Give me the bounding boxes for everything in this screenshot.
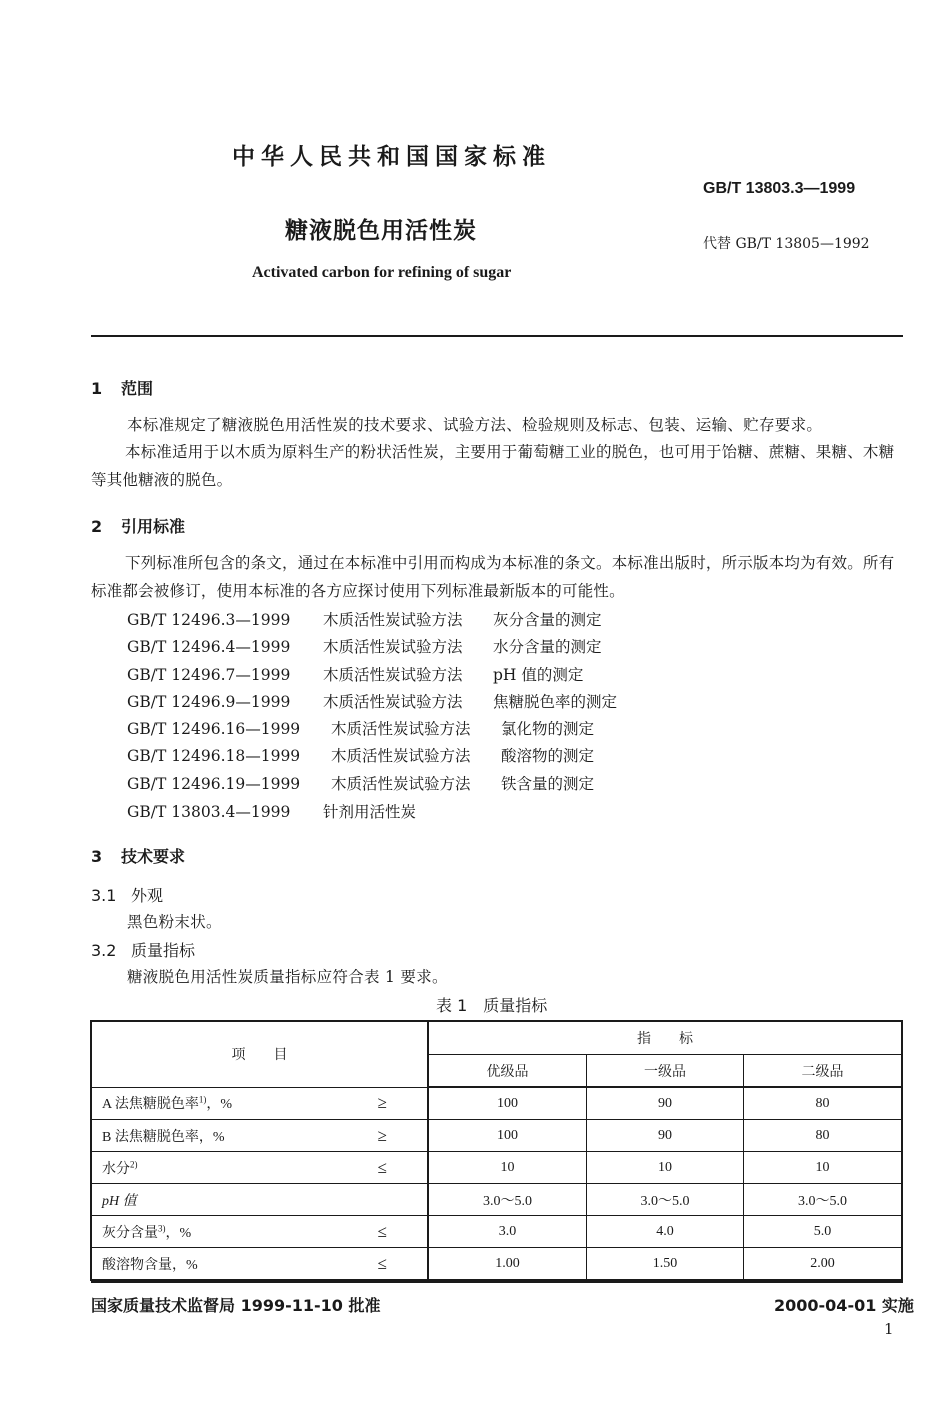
footnote-marker: 3) xyxy=(158,1222,166,1233)
subsection-number: 3.1 xyxy=(91,886,117,905)
item-label: 水分 xyxy=(102,1161,130,1177)
value-cell: 90 xyxy=(587,1087,744,1120)
subsection-3-2-heading xyxy=(91,938,195,961)
item-label: B 法焦糖脱色率 xyxy=(102,1129,199,1145)
replaces-standard: 代替 GB/T 13805—1992 xyxy=(703,236,870,252)
value-cell: 1.00 xyxy=(428,1248,587,1281)
standard-number: GB/T 13803.3—1999 xyxy=(703,180,856,197)
item-column-header: 项 目 xyxy=(91,1021,428,1087)
item-cell xyxy=(91,1087,428,1120)
grade-header: 一级品 xyxy=(587,1055,744,1088)
item-label: 酸溶物含量 xyxy=(102,1257,172,1273)
section-title: 范围 xyxy=(121,379,154,398)
section-title: 引用标准 xyxy=(121,517,186,536)
table-row xyxy=(91,1248,902,1281)
reference-code: GB/T 12496.9—1999 xyxy=(127,693,291,711)
comparison-sign: ≥ xyxy=(377,1093,387,1113)
table-header-row xyxy=(91,1021,902,1055)
value-cell: 4.0 xyxy=(587,1216,744,1248)
paragraph-text: 下列标准所包含的条文，通过在本标准中引用而构成为本标准的条文。本标准出版时，所示版本均为有效。所有标准都会被修订，使用本标准的各方应探讨使用下列标准最新版本的可能性。 xyxy=(91,554,895,600)
reference-title: 木质活性炭试验方法 xyxy=(323,638,463,656)
table-row xyxy=(91,1087,902,1120)
header-divider xyxy=(91,335,903,337)
item-unit: ，% xyxy=(172,1257,198,1273)
reference-code: GB/T 12496.7—1999 xyxy=(127,666,291,684)
table-row xyxy=(91,1184,902,1216)
value-cell: 3.0～5.0 xyxy=(743,1184,902,1216)
reference-topic: 水分含量的测定 xyxy=(493,638,602,656)
table-row xyxy=(91,1120,902,1152)
section-title: 技术要求 xyxy=(121,847,186,866)
reference-code: GB/T 13803.4—1999 xyxy=(127,803,291,821)
value-cell: 1.50 xyxy=(587,1248,744,1281)
value-cell: 10 xyxy=(428,1152,587,1184)
reference-title: 木质活性炭试验方法 xyxy=(323,693,463,711)
reference-topic: 灰分含量的测定 xyxy=(493,611,602,629)
reference-code: GB/T 12496.16—1999 xyxy=(127,720,301,738)
item-unit: ，% xyxy=(198,1129,225,1145)
comparison-sign: ≤ xyxy=(377,1157,387,1177)
item-cell xyxy=(91,1184,428,1216)
value-cell: 3.0～5.0 xyxy=(587,1184,744,1216)
reference-item xyxy=(127,608,602,630)
value-cell: 2.00 xyxy=(743,1248,902,1281)
value-cell: 80 xyxy=(743,1087,902,1120)
reference-item xyxy=(127,690,617,712)
section-number: 2 xyxy=(91,517,103,536)
subsection-3-1-text: 黑色粉末状。 xyxy=(127,913,222,931)
comparison-sign: ≤ xyxy=(377,1221,387,1241)
table-caption: 表 1 质量指标 xyxy=(436,996,548,1015)
item-unit: ，% xyxy=(165,1225,192,1241)
reference-topic: 铁含量的测定 xyxy=(501,775,595,793)
reference-topic: 氯化物的测定 xyxy=(501,720,595,738)
item-cell xyxy=(91,1216,428,1248)
grade-header: 优级品 xyxy=(428,1055,587,1088)
section-1-paragraph-2 xyxy=(91,438,903,494)
reference-code: GB/T 12496.18—1999 xyxy=(127,747,301,765)
subsection-3-1-heading xyxy=(91,883,163,906)
reference-item xyxy=(127,635,602,657)
subsection-title: 质量指标 xyxy=(131,941,196,960)
reference-code: GB/T 12496.4—1999 xyxy=(127,638,291,656)
org-title: 中华人民共和国国家标准 xyxy=(232,144,551,170)
reference-item xyxy=(127,744,594,766)
reference-code: GB/T 12496.3—1999 xyxy=(127,611,291,629)
item-label: 灰分含量 xyxy=(102,1225,158,1241)
section-number: 3 xyxy=(91,847,103,866)
reference-topic: 焦糖脱色率的测定 xyxy=(493,693,618,711)
reference-title: 木质活性炭试验方法 xyxy=(331,747,471,765)
item-label: A 法焦糖脱色率 xyxy=(102,1097,199,1113)
value-cell: 10 xyxy=(743,1152,902,1184)
comparison-sign: ≥ xyxy=(377,1125,387,1145)
paragraph-text: 本标准适用于以木质为原料生产的粉状活性炭，主要用于葡萄糖工业的脱色，也可用于饴糖、蔗糖、果糖、木糖等其他糖液的脱色。 xyxy=(91,443,895,489)
reference-item xyxy=(127,717,594,739)
section-1-paragraph-1: 本标准规定了糖液脱色用活性炭的技术要求、试验方法、检验规则及标志、包装、运输、贮存要求。 xyxy=(127,416,823,434)
reference-title: 木质活性炭试验方法 xyxy=(331,720,471,738)
footnote-marker: 2) xyxy=(130,1158,138,1169)
quality-index-table xyxy=(90,1020,903,1281)
grade-header: 二级品 xyxy=(743,1055,902,1088)
reference-title: 木质活性炭试验方法 xyxy=(331,775,471,793)
section-3-heading xyxy=(91,844,185,867)
value-cell: 90 xyxy=(587,1120,744,1152)
index-column-header: 指 标 xyxy=(428,1021,902,1055)
document-title-english: Activated carbon for refining of sugar xyxy=(252,264,512,281)
item-label: pH 值 xyxy=(102,1193,137,1209)
item-cell xyxy=(91,1152,428,1184)
reference-code: GB/T 12496.19—1999 xyxy=(127,775,301,793)
table-row xyxy=(91,1216,902,1248)
value-cell: 3.0～5.0 xyxy=(428,1184,587,1216)
reference-title: 木质活性炭试验方法 xyxy=(323,611,463,629)
footer-divider xyxy=(91,1281,903,1283)
value-cell: 5.0 xyxy=(743,1216,902,1248)
reference-topic: 酸溶物的测定 xyxy=(501,747,595,765)
section-2-intro xyxy=(91,549,903,605)
subsection-number: 3.2 xyxy=(91,941,117,960)
page-number: 1 xyxy=(884,1320,894,1338)
section-2-heading xyxy=(91,514,185,537)
comparison-sign: ≤ xyxy=(377,1253,387,1273)
table-row xyxy=(91,1152,902,1184)
implementation-date: 2000-04-01 实施 xyxy=(774,1296,914,1315)
value-cell: 3.0 xyxy=(428,1216,587,1248)
reference-item xyxy=(127,772,594,794)
approval-statement: 国家质量技术监督局 1999-11-10 批准 xyxy=(91,1296,381,1315)
subsection-title: 外观 xyxy=(131,886,164,905)
reference-item xyxy=(127,663,583,685)
reference-item xyxy=(127,800,493,822)
item-unit: ，% xyxy=(206,1097,233,1113)
subsection-3-2-text: 糖液脱色用活性炭质量指标应符合表 1 要求。 xyxy=(127,968,448,986)
value-cell: 100 xyxy=(428,1120,587,1152)
value-cell: 100 xyxy=(428,1087,587,1120)
value-cell: 10 xyxy=(587,1152,744,1184)
reference-topic: pH 值的测定 xyxy=(493,666,584,684)
value-cell: 80 xyxy=(743,1120,902,1152)
footnote-marker: 1) xyxy=(198,1094,207,1105)
reference-title: 木质活性炭试验方法 xyxy=(323,666,463,684)
section-1-heading xyxy=(91,376,153,399)
item-cell xyxy=(91,1248,428,1281)
item-cell xyxy=(91,1120,428,1152)
section-number: 1 xyxy=(91,379,103,398)
document-title: 糖液脱色用活性炭 xyxy=(285,218,477,244)
reference-title: 针剂用活性炭 xyxy=(323,803,417,821)
